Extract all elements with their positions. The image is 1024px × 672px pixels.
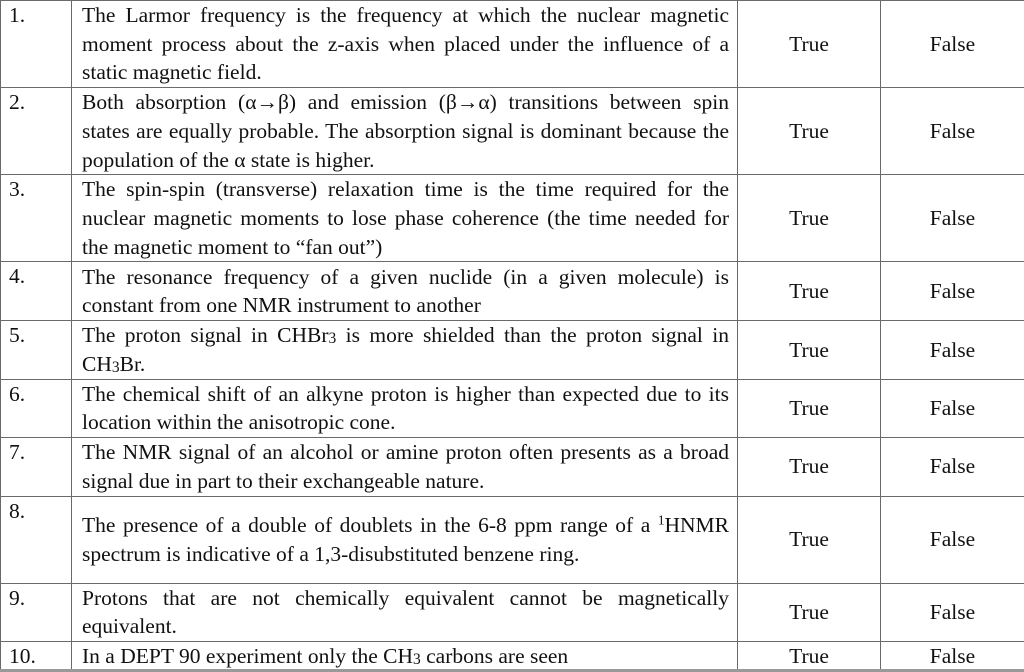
table-row: [1, 175, 1024, 262]
true-option[interactable]: True: [738, 88, 881, 175]
question-number: 10.: [1, 641, 72, 671]
false-option[interactable]: False: [881, 496, 1024, 583]
false-option[interactable]: False: [881, 641, 1024, 671]
true-option[interactable]: True: [738, 583, 881, 641]
true-option[interactable]: True: [738, 496, 881, 583]
question-statement: The chemical shift of an alkyne proton is higher than expected due to its location within the anisotropic cone.: [72, 379, 738, 437]
true-option[interactable]: True: [738, 321, 881, 379]
false-option[interactable]: False: [881, 88, 1024, 175]
question-statement: The resonance frequency of a given nuclide (in a given molecule) is constant from one NMR instrument to another: [72, 262, 738, 321]
question-number: 6.: [1, 379, 72, 437]
true-option[interactable]: True: [738, 438, 881, 496]
table-row: [1, 496, 1024, 583]
question-statement: The proton signal in CHBr$_3$ is more shielded than the proton signal in $CH_3Br$.: [72, 321, 738, 379]
true-option[interactable]: True: [738, 175, 881, 262]
false-option[interactable]: False: [881, 262, 1024, 321]
table-row: [1, 438, 1024, 496]
false-option[interactable]: False: [881, 175, 1024, 262]
question-statement: The spin-spin (transverse) relaxation time is the time required for the nuclear magnetic moments to lose phase coherence (the time needed for the magnetic moment to “fan out”): [72, 175, 738, 262]
question-number: 4.: [1, 262, 72, 321]
true-option[interactable]: True: [738, 641, 881, 671]
question-number: 9.: [1, 583, 72, 641]
table-row: [1, 583, 1024, 641]
table-row: [1, 88, 1024, 175]
false-option[interactable]: False: [881, 1, 1024, 88]
question-statement: The NMR signal of an alcohol or amine proton often presents as a broad signal due in part to their exchangeable nature.: [72, 438, 738, 496]
table-row: [1, 321, 1024, 379]
question-statement: Protons that are not chemically equivalent cannot be magnetically equivalent.: [72, 583, 738, 641]
false-option[interactable]: False: [881, 321, 1024, 379]
false-option[interactable]: False: [881, 438, 1024, 496]
true-option[interactable]: True: [738, 262, 881, 321]
table-row: [1, 1, 1024, 88]
question-number: 5.: [1, 321, 72, 379]
false-option[interactable]: False: [881, 583, 1024, 641]
true-option[interactable]: True: [738, 379, 881, 437]
question-statement: The Larmor frequency is the frequency at which the nuclear magnetic moment process about the z-axis when placed under the influence of a static magnetic field.: [72, 1, 738, 88]
question-number: 7.: [1, 438, 72, 496]
question-statement: In a DEPT 90 experiment only the $CH_3$ carbons are seen: [72, 641, 738, 671]
false-option[interactable]: False: [881, 379, 1024, 437]
table-row: [1, 379, 1024, 437]
question-statement: Both absorption (α→β) and emission (β→α) transitions between spin states are equally probable. The absorption signal is dominant because the population of the α state is higher.: [72, 88, 738, 175]
table-row: [1, 641, 1024, 671]
table-row: [1, 262, 1024, 321]
question-number: 2.: [1, 88, 72, 175]
question-number: 3.: [1, 175, 72, 262]
question-number: 1.: [1, 1, 72, 88]
true-option[interactable]: True: [738, 1, 881, 88]
question-statement: The presence of a double of doublets in the 6-8 ppm range of a $^1$HNMR spectrum is indicative of a 1,3-disubstituted benzene ring.: [72, 496, 738, 583]
question-number: 8.: [1, 496, 72, 583]
